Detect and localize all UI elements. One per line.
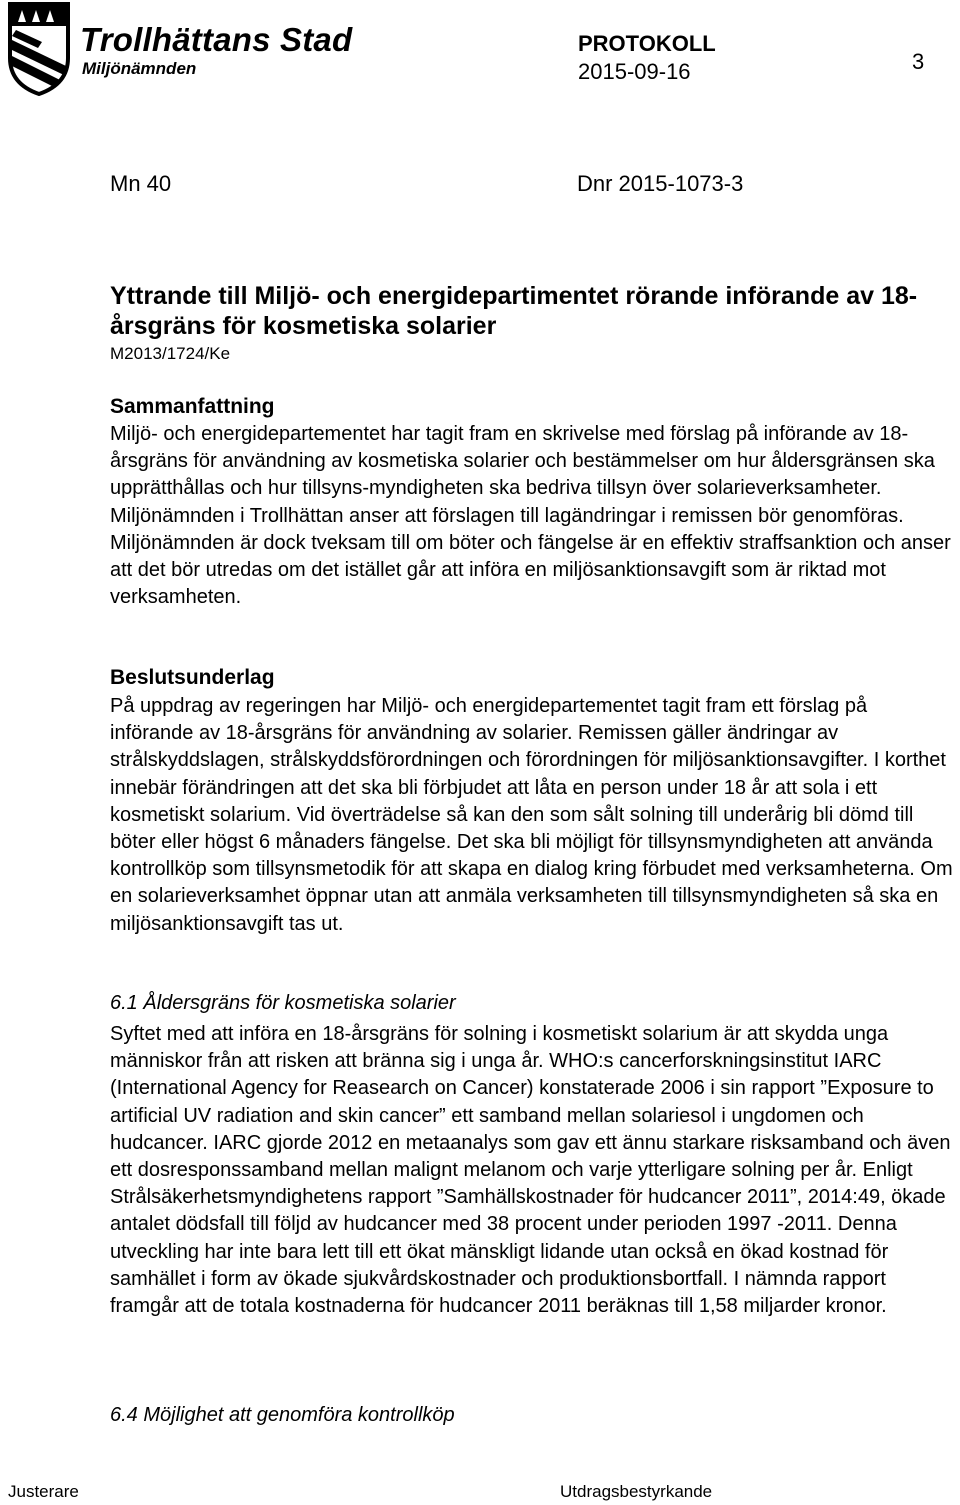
case-number: Mn 40 <box>110 171 172 196</box>
section-text-sammanfattning: Miljö- och energidepartementet har tagit fram en skrivelse med förslag på införande av 18-årsgräns för användning av kosmetiska solarier och bestämmelser om hur åldersgränsen ska upprätthållas och hur tillsyns-myndigheten ska bedriva tillsyn över solarieverksamheter. Miljönämnden i Trollhättan anser att förslagen till lagändringar i remissen bör genomföras. Miljönämnden är dock tveksam till om böter och fängelse är en effektiv straffsanktion och anser att det bör utredas om det istället går att införa en miljösanktionsavgift som är riktad mot verksamheten. <box>110 423 951 609</box>
footer-justerare: Justerare <box>8 1482 79 1501</box>
section-heading-sammanfattning: Sammanfattning <box>110 395 275 418</box>
organization-name: Trollhättans Stad <box>80 21 353 58</box>
department-name: Miljönämnden <box>82 59 197 78</box>
section-heading-beslutsunderlag: Beslutsunderlag <box>110 666 275 689</box>
page-title: Yttrande till Miljö- och energidepartimentet rörande införande av 18-årsgräns för kosmetiska solarier <box>110 282 918 340</box>
footer-utdragsbestyrkande: Utdragsbestyrkande <box>560 1482 713 1501</box>
municipality-coat-of-arms-icon <box>2 0 76 96</box>
page-number: 3 <box>912 49 925 74</box>
document-date: 2015-09-16 <box>578 59 691 84</box>
reference-number: M2013/1724/Ke <box>110 344 231 363</box>
document-type: PROTOKOLL <box>578 31 716 56</box>
subheading-6-4: 6.4 Möjlighet att genomföra kontrollköp <box>110 1404 455 1426</box>
dnr-number: Dnr 2015-1073-3 <box>577 171 744 196</box>
section-text-beslutsunderlag: På uppdrag av regeringen har Miljö- och energidepartementet tagit fram ett förslag på införande av 18-årsgräns för användning av solarier. Remissen gäller ändringar av strålskyddslagen, strålskyddsförordningen och förordningen för miljösanktionsavgifter. I korthet innebär förändringen att det ska bli förbjudet att låta en person under 18 år att sola i ett kosmetiskt solarium. Vid överträdelse så kan den som sålt solning till underårig bli dömd till böter eller högst 6 månaders fängelse. Det ska bli möjligt för tillsynsmyndigheten att använda kontrollköp som tillsynsmetodik för att skapa en dialog kring förbudet med verksamheterna. Om en solarieverksamhet öppnar utan att anmäla verksamheten till tillsynsmyndigheten så ska en miljösanktionsavgift tas ut. <box>110 695 953 935</box>
section-text-6-1: Syftet med att införa en 18-årsgräns för solning i kosmetiskt solarium är att skydda unga människor från att risken att bränna sig i unga år. WHO:s cancerforskningsinstitut IARC (International Agency for Reasearch on Cancer) konstaterade 2006 i sin rapport ”Exposure to artificial UV radiation and skin cancer” ett samband mellan solariesol i ungdomen och hudcancer. IARC gjorde 2012 en metaanalys som gav ett ännu starkare risksamband och även ett dosresponssamband mellan malignt melanom och varje ytterligare solning per år. Enligt Strålsäkerhetsmyndighetens rapport ”Samhällskostnader för hudcancer 2011”, 2014:49, ökade antalet dödsfall till följd av hudcancer med 38 procent under perioden 1997 -2011. Denna utveckling har inte bara lett till ett ökat mänskligt lidande utan också en ökad kostnad för samhället i form av ökade sjukvårdskostnader och produktionsbortfall. I nämnda rapport framgår att de totala kostnaderna för hudcancer 2011 beräknas till 1,58 miljarder kronor. <box>110 1023 951 1318</box>
subheading-6-1: 6.1 Åldersgräns för kosmetiska solarier <box>110 992 456 1014</box>
